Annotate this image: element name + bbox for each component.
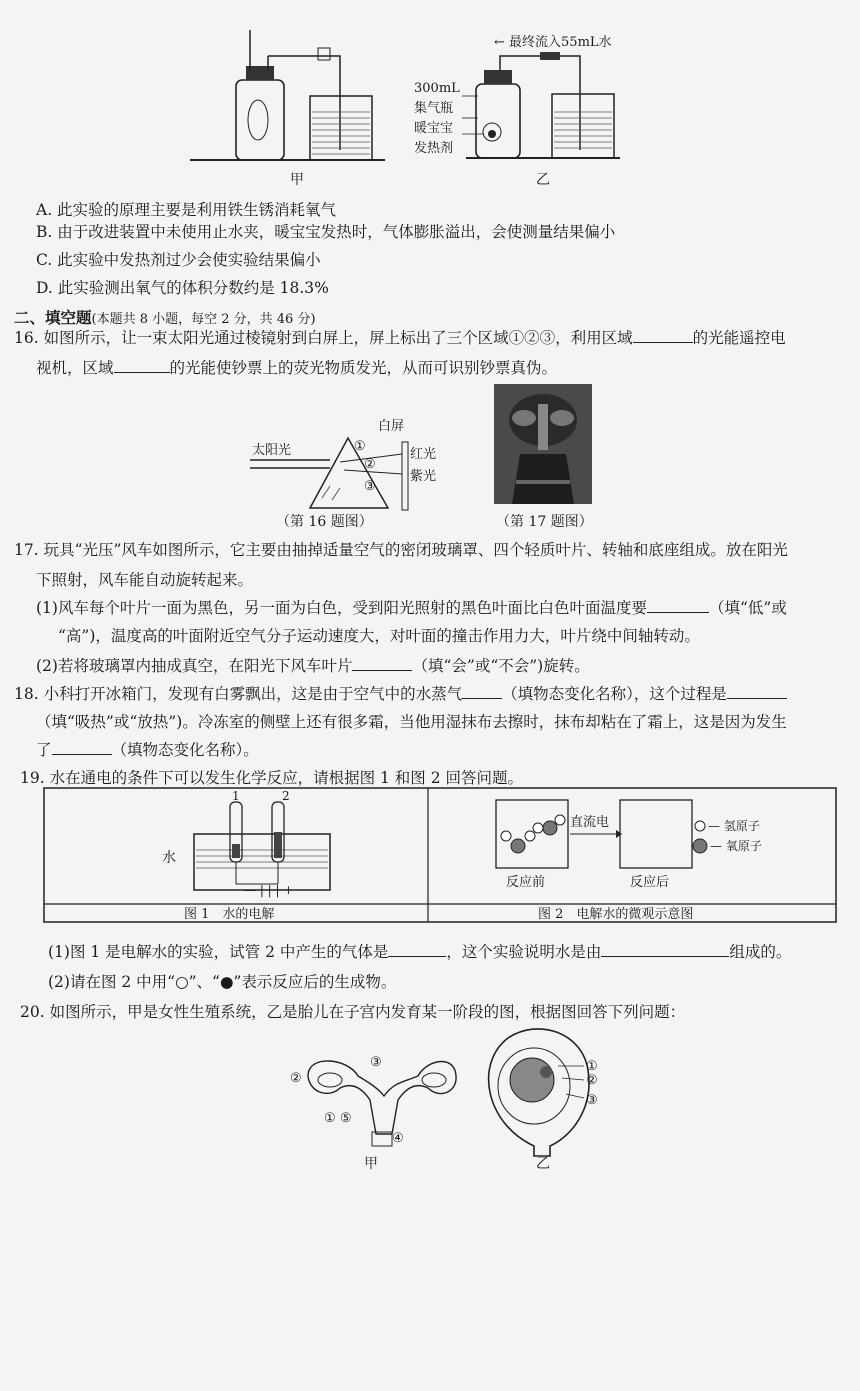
yi-label-3: ③ <box>586 1093 598 1108</box>
q18-line1 <box>14 684 787 704</box>
q15-option-d: D. 此实验测出氧气的体积分数约是 18.3% <box>36 279 329 297</box>
yi-label-2: ② <box>586 1073 598 1088</box>
tube-2-label: 2 <box>282 789 290 803</box>
q19-blank-2[interactable] <box>601 942 729 957</box>
prism-red: 红光 <box>410 447 437 462</box>
annotation-bottle: 集气瓶 <box>414 101 454 116</box>
after-label: 反应后 <box>630 875 670 890</box>
annotation-volume: 300mL <box>414 81 460 96</box>
yi-caption: 乙 <box>536 1156 550 1172</box>
q17-p2-a: (2)若将玻璃罩内抽成真空，在阳光下风车叶片 <box>36 657 353 675</box>
q15-option-a: A. 此实验的原理主要是利用铁生锈消耗氧气 <box>36 201 337 219</box>
annotation-warmer: 暖宝宝 <box>414 121 454 136</box>
q18-text-a: 18. 小科打开冰箱门，发现有白雾飘出，这是由于空气中的水蒸气 <box>14 685 463 703</box>
prism-figure <box>250 410 450 520</box>
dc-label: 直流电 <box>570 815 610 830</box>
jia-label-3: ③ <box>370 1055 382 1070</box>
q16-line1 <box>14 328 786 348</box>
prism-screen: 白屏 <box>378 419 405 434</box>
caption-17: （第 17 题图） <box>496 514 593 530</box>
q18-line3 <box>36 740 259 760</box>
q17-blank-2[interactable] <box>352 656 412 671</box>
oxygen-legend: — 氧原子 <box>710 839 762 853</box>
apparatus-figure <box>0 0 860 200</box>
q18-text-c: 了 <box>36 741 52 759</box>
section-title: 二、填空题 <box>14 308 92 327</box>
q18-blank-2[interactable] <box>727 684 787 699</box>
prism-purple: 紫光 <box>410 469 437 484</box>
q16-blank-2[interactable] <box>114 358 170 373</box>
prism-region-2: ② <box>364 457 376 472</box>
prism-sunlight: 太阳光 <box>252 443 292 458</box>
q19-intro: 19. 水在通电的条件下可以发生化学反应，请根据图 1 和图 2 回答问题。 <box>20 769 524 787</box>
prism-region-1: ① <box>354 439 366 454</box>
hydrogen-legend: — 氢原子 <box>708 819 760 833</box>
q16-text-b: 的光能遥控电 <box>692 329 786 347</box>
q16-line2 <box>36 358 557 378</box>
prism-region-3: ③ <box>364 479 376 494</box>
q17-line2: 下照射，风车能自动旋转起来。 <box>36 571 254 589</box>
q20-line1: 20. 如图所示，甲是女性生殖系统，乙是胎儿在子宫内发育某一阶段的图，根据图回答下列问题： <box>20 1003 686 1021</box>
yi-label-1: ① <box>586 1059 598 1074</box>
jia-label-1: ① <box>324 1111 336 1126</box>
section-note: (本题共 8 小题，每空 2 分，共 46 分) <box>91 312 316 327</box>
q19-part1 <box>48 942 791 962</box>
jia-label-4: ④ <box>392 1131 404 1146</box>
q17-part2 <box>36 656 590 676</box>
q18-blank-3[interactable] <box>52 740 112 755</box>
q16-text-a: 16. 如图所示，让一束太阳光通过棱镜射到白屏上，屏上标出了三个区域①②③，利用区域 <box>14 329 633 347</box>
caption-16: （第 16 题图） <box>276 514 373 530</box>
q15-option-b: B. 由于改进装置中未使用止水夹，暖宝宝发热时，气体膨胀溢出，会使测量结果偏小 <box>36 223 616 241</box>
q18-text-b: （填物态变化名称），这个过程是 <box>502 685 727 703</box>
tube-1-label: 1 <box>232 789 240 803</box>
section-heading <box>14 308 316 330</box>
q17-p1-a: (1)风车每个叶片一面为黑色，另一面为白色，受到阳光照射的黑色叶面比白色叶面温度要 <box>36 599 647 617</box>
fig2-caption: 图 2 电解水的微观示意图 <box>538 907 694 922</box>
q17-p1-b: （填“低”或 <box>708 599 787 617</box>
q19-p1-b: ，这个实验说明水是由 <box>446 943 602 961</box>
q17-p2-b: （填“会”或“不会”)旋转。 <box>412 657 590 675</box>
q19-p1-a: (1)图 1 是电解水的实验，试管 2 中产生的气体是 <box>48 943 389 961</box>
q15-option-c: C. 此实验中发热剂过少会使实验结果偏小 <box>36 251 321 269</box>
q18-text-d: （填物态变化名称）。 <box>111 741 259 759</box>
water-label: 水 <box>162 850 176 866</box>
q16-text-c: 视机，区域 <box>36 359 114 377</box>
jia-label-5: ⑤ <box>340 1111 352 1126</box>
electrolysis-figure-box <box>44 788 844 928</box>
q19-blank-1[interactable] <box>388 942 446 957</box>
q17-part1-line1 <box>36 598 787 618</box>
annotation-heater: 发热剂 <box>414 141 454 156</box>
q19-part2: (2)请在图 2 中用“○”、“●”表示反应后的生成物。 <box>48 973 397 991</box>
q16-text-d: 的光能使钞票上的荧光物质发光，从而可识别钞票真伪。 <box>169 359 558 377</box>
q17-blank-1[interactable] <box>647 598 709 613</box>
fig1-caption: 图 1 水的电解 <box>184 907 275 922</box>
windmill-photo <box>494 384 592 504</box>
q17-part1-line2: “高”)，温度高的叶面附近空气分子运动速度大，对叶面的撞击作用力大，叶片绕中间轴转动。 <box>58 627 700 645</box>
q19-p1-c: 组成的。 <box>729 943 792 961</box>
jia-caption: 甲 <box>364 1156 378 1172</box>
annotation-flow: ← 最终流入55mL水 <box>494 35 612 50</box>
q17-line1: 17. 玩具“光压”风车如图所示，它主要由抽掉适量空气的密闭玻璃罩、四个轻质叶片、转轴和底座组成。放在阳光 <box>14 541 788 559</box>
reproductive-figure <box>288 1024 628 1174</box>
q18-line2: （填“吸热”或“放热”)。冷冻室的侧壁上还有很多霜，当他用湿抹布去擦时，抹布却粘在了霜上，这是因为发生 <box>36 713 787 731</box>
q18-blank-1[interactable] <box>462 684 502 699</box>
svg-text:— | | | +: — | | | + <box>244 883 294 897</box>
figure-label-jia: 甲 <box>290 172 304 188</box>
figure-label-yi: 乙 <box>536 172 550 188</box>
jia-label-2: ② <box>290 1071 302 1086</box>
before-label: 反应前 <box>506 875 546 890</box>
q16-blank-1[interactable] <box>633 328 693 343</box>
